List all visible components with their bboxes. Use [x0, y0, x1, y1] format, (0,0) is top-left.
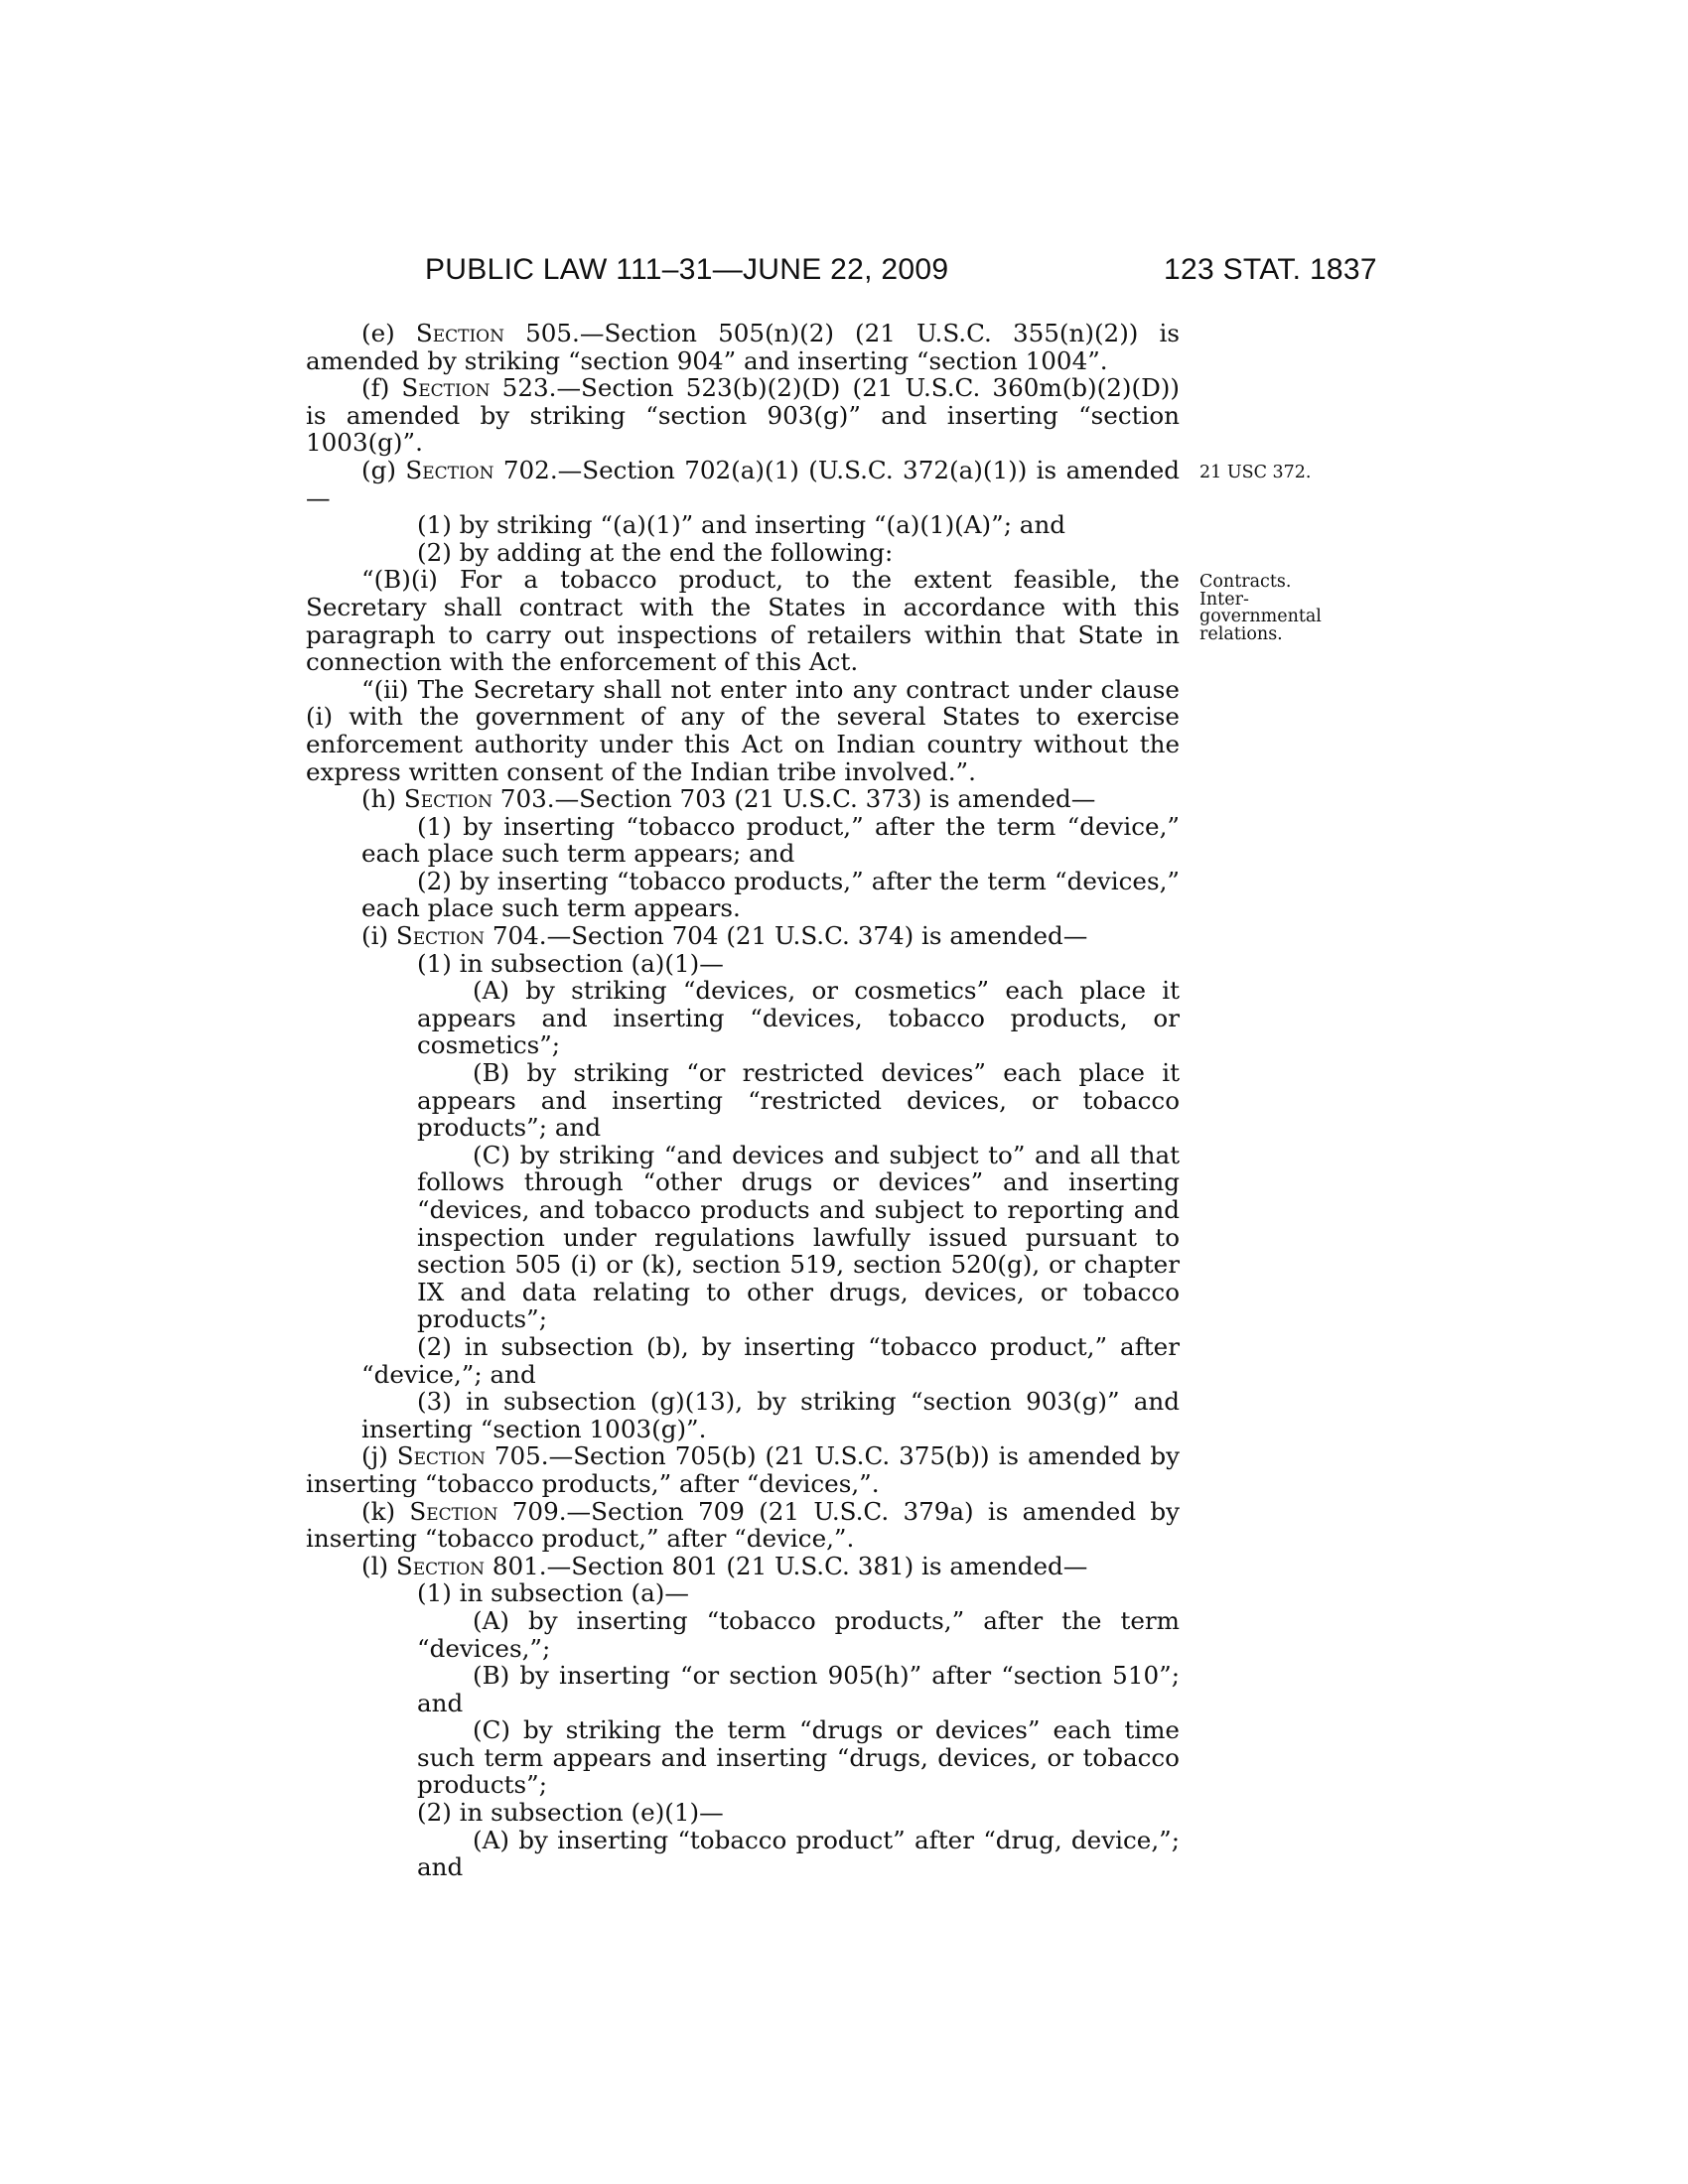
paragraph-f: (f) Section 523.—Section 523(b)(2)(D) (21 U.S.C. 360m(b)(2)(D)) is amended by striking “section 903(g)” and inserting “section 1003(g)”.	[306, 373, 1180, 458]
paragraph-i-1: (1) in subsection (a)(1)—	[417, 948, 724, 978]
paragraph-h-1: (1) by inserting “tobacco product,” after the term “device,” each place such term appears; and	[361, 811, 1180, 869]
page-title: PUBLIC LAW 111–31—JUNE 22, 2009	[425, 253, 949, 286]
paragraph-l-1-c: (C) by striking the term “drugs or devices” each time such term appears and inserting “drugs, devices, or tobacco products”;	[417, 1715, 1180, 1800]
paragraph-b-i: “(B)(i) For a tobacco product, to the extent feasible, the Secretary shall contract with the States in accordance with this paragraph to carry out inspections of retailers within that State in connection with the enforcement of this Act.	[306, 565, 1180, 677]
paragraph-i-1-a: (A) by striking “devices, or cosmetics” each place it appears and inserting “devices, tobacco products, or cosmetics”;	[417, 976, 1180, 1060]
paragraph-h-2: (2) by inserting “tobacco products,” after the term “devices,” each place such term appears.	[361, 866, 1180, 923]
paragraph-i-1-c: (C) by striking “and devices and subject to” and all that follows through “other drugs or devices” and inserting “devices, and tobacco products and subject to reporting and inspection under regulations lawfully issued pursuant to section 505 (i) or (k), section 519, section 520(g), or chapter IX and data relating to other drugs, devices, or tobacco products”;	[417, 1140, 1180, 1334]
paragraph-i-3: (3) in subsection (g)(13), by striking “section 903(g)” and inserting “section 1003(g)”.	[361, 1387, 1180, 1443]
paragraph-k: (k) Section 709.—Section 709 (21 U.S.C. 379a) is amended by inserting “tobacco product,” after “device,”.	[306, 1496, 1181, 1554]
stat-page-number: 123 STAT. 1837	[1164, 253, 1377, 286]
statute-text	[306, 320, 1180, 1881]
paragraph-l: (l) Section 801.—Section 801 (21 U.S.C. 381) is amended—	[361, 1551, 1088, 1580]
paragraph-i-1-b: (B) by striking “or restricted devices” each place it appears and inserting “restricted devices, or tobacco products”; and	[417, 1058, 1180, 1143]
margin-note-line: Contracts.	[1199, 572, 1292, 592]
paragraph-i-2: (2) in subsection (b), by inserting “tobacco product,” after “device,”; and	[361, 1331, 1180, 1389]
paragraph-l-1-a: (A) by inserting “tobacco products,” after the term “devices,”;	[417, 1605, 1180, 1663]
paragraph-l-2: (2) in subsection (e)(1)—	[417, 1798, 724, 1828]
margin-note-line: relations.	[1199, 623, 1283, 644]
margin-note-line: Inter-	[1199, 589, 1249, 610]
paragraph-g-2: (2) by adding at the end the following:	[417, 537, 894, 567]
running-header	[425, 253, 1380, 293]
paragraph-b-ii: “(ii) The Secretary shall not enter into any contract under clause (i) with the government of any of the several States to exercise enforcement authority under this Act on Indian country without the express written consent of the Indian tribe involved.”.	[306, 674, 1180, 786]
paragraph-g: (g) Section 702.—Section 702(a)(1) (U.S.C. 372(a)(1)) is amended—	[306, 455, 1180, 512]
margin-note-contracts	[1199, 574, 1348, 643]
paragraph-l-2-a: (A) by inserting “tobacco product” after “drug, device,”; and	[417, 1825, 1180, 1882]
paragraph-l-1-b: (B) by inserting “or section 905(h)” after “section 510”; and	[417, 1661, 1180, 1717]
paragraph-g-1: (1) by striking “(a)(1)” and inserting “(a)(1)(A)”; and	[417, 510, 1066, 540]
paragraph-l-1: (1) in subsection (a)—	[417, 1578, 689, 1608]
paragraph-i: (i) Section 704.—Section 704 (21 U.S.C. 374) is amended—	[361, 921, 1088, 951]
paragraph-e: (e) Section 505.—Section 505(n)(2) (21 U.S.C. 355(n)(2)) is amended by striking “section 904” and inserting “section 1004”.	[306, 319, 1180, 375]
margin-note-line: governmental	[1199, 607, 1322, 626]
paragraph-j: (j) Section 705.—Section 705(b) (21 U.S.C. 375(b)) is amended by inserting “tobacco products,” after “devices,”.	[306, 1441, 1180, 1498]
margin-note-usc: 21 USC 372.	[1199, 463, 1312, 482]
paragraph-h: (h) Section 703.—Section 703 (21 U.S.C. 373) is amended—	[361, 784, 1096, 814]
